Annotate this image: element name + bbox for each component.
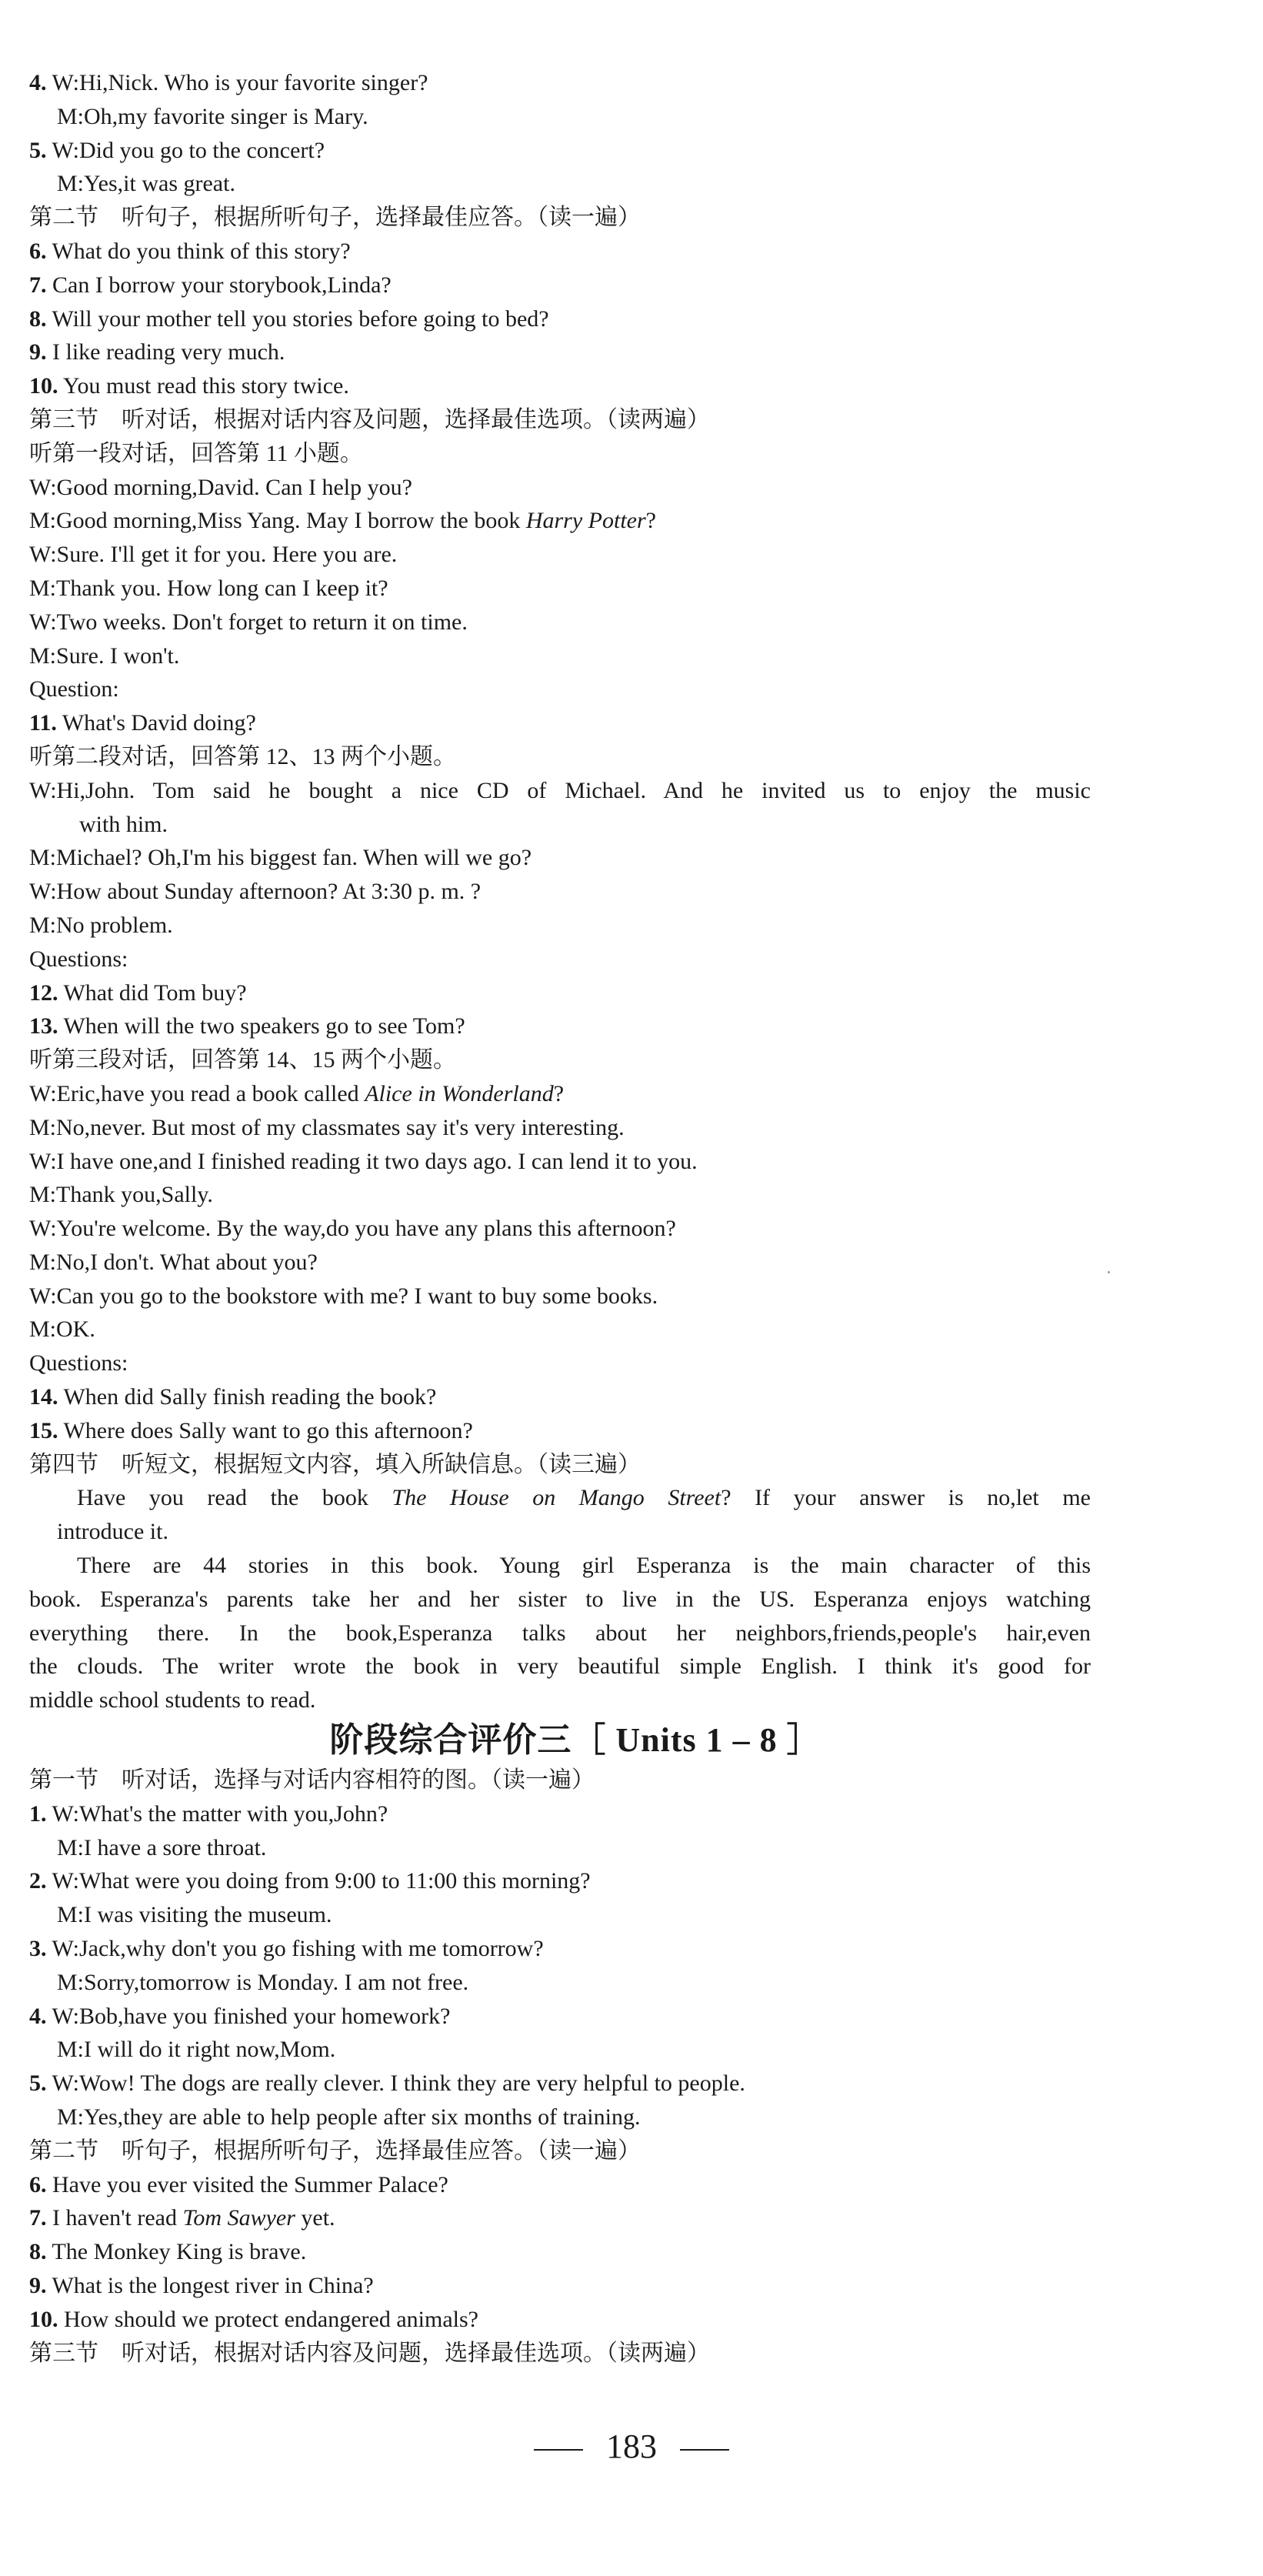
text-line — [29, 1111, 1091, 1145]
line-text: Have you read the book — [77, 1485, 392, 1511]
item-number: 5. — [29, 137, 47, 163]
line-text: M:I was visiting the museum. — [57, 1902, 332, 1928]
text-line — [29, 2201, 1091, 2235]
text-line — [29, 2168, 1091, 2202]
line-text: W:Eric,have you read a book called — [29, 1080, 365, 1106]
text-line — [29, 437, 1091, 471]
line-text: introduce it. — [57, 1519, 168, 1545]
line-text: W:What's the matter with you,John? — [46, 1800, 388, 1827]
text-line — [29, 100, 1091, 134]
line-text: W:Hi,Nick. Who is your favorite singer? — [46, 70, 428, 95]
text-line — [29, 909, 1091, 943]
item-number: 14. — [29, 1384, 58, 1410]
text-line — [29, 302, 1091, 336]
line-text: When will the two speakers go to see Tom? — [58, 1013, 465, 1039]
item-number: 4. — [29, 70, 47, 95]
text-line — [29, 1346, 1091, 1380]
line-text: I haven't read — [46, 2205, 183, 2231]
line-text: M:Michael? Oh,I'm his biggest fan. When will we go? — [29, 845, 532, 871]
item-number: 8. — [29, 305, 47, 332]
text-line — [29, 1650, 1091, 1683]
text-line — [29, 471, 1091, 505]
item-number: 10. — [29, 373, 58, 399]
item-number: 7. — [29, 2205, 47, 2231]
line-text: M:Yes,it was great. — [57, 171, 235, 197]
item-number: 7. — [29, 272, 47, 298]
left-dash — [534, 2449, 583, 2451]
right-dash — [680, 2449, 729, 2451]
line-text: 第一节 听对话，选择与对话内容相符的图。（读一遍） — [29, 1767, 595, 1794]
line-text: M:Sure. I won't. — [29, 642, 180, 669]
text-line — [29, 1864, 1091, 1898]
line-text-after: ? — [645, 508, 656, 534]
line-text: W:Hi,John. Tom said he bought a nice CD of Michael. And he invited us to enjoy the music — [29, 777, 1091, 803]
text-line — [29, 1763, 1091, 1797]
text-line — [29, 2000, 1091, 2034]
text-line — [29, 572, 1091, 606]
line-text: W:Sure. I'll get it for you. Here you are. — [29, 542, 398, 568]
italic-title: Harry Potter — [525, 508, 646, 534]
line-text: Can I borrow your storybook,Linda? — [46, 272, 392, 298]
section-title — [29, 1717, 1091, 1763]
text-line — [29, 976, 1091, 1010]
line-text: M:Thank you. How long can I keep it? — [29, 575, 388, 601]
text-line — [29, 2269, 1091, 2303]
line-text: W:I have one,and I finished reading it two days ago. I can lend it to you. — [29, 1148, 698, 1174]
text-line — [29, 167, 1091, 201]
text-line — [29, 1898, 1091, 1932]
page-number-footer — [0, 2428, 1263, 2466]
line-text: What did Tom buy? — [58, 979, 247, 1006]
line-text: with him. — [79, 811, 168, 837]
text-line — [29, 1043, 1091, 1077]
italic-title: Tom Sawyer — [182, 2205, 295, 2231]
line-text: 第二节 听句子，根据所听句子，选择最佳应答。（读一遍） — [29, 205, 641, 231]
italic-title: The House on Mango Street — [392, 1485, 721, 1511]
item-number: 8. — [29, 2239, 47, 2265]
text-line — [29, 403, 1091, 437]
item-number: 13. — [29, 1013, 58, 1039]
line-text: M:No,never. But most of my classmates say it's very interesting. — [29, 1114, 625, 1140]
line-text-after: yet. — [295, 2205, 335, 2231]
line-text: everything there. In the book,Esperanza talks about her neighbors,friends,people's hair,even — [29, 1620, 1091, 1646]
line-text: The Monkey King is brave. — [46, 2239, 307, 2265]
text-line — [29, 1481, 1091, 1515]
stray-mark — [1108, 1271, 1110, 1273]
text-line — [29, 2067, 1091, 2101]
line-text: M:I have a sore throat. — [57, 1834, 267, 1860]
text-line — [29, 1448, 1091, 1482]
line-text: 听第二段对话，回答第 12、13 两个小题。 — [29, 743, 456, 769]
line-text: W:Two weeks. Don't forget to return it on time. — [29, 609, 468, 635]
line-text: M:Good morning,Miss Yang. May I borrow the book — [29, 508, 526, 534]
line-text: W:Bob,have you finished your homework? — [46, 2003, 451, 2029]
item-number: 3. — [29, 1936, 47, 1962]
line-text: 第三节 听对话，根据对话内容及问题，选择最佳选项。（读两遍） — [29, 406, 710, 432]
item-number: 5. — [29, 2070, 47, 2097]
text-line — [29, 1280, 1091, 1313]
text-line — [29, 2134, 1091, 2168]
line-text: 听第一段对话，回答第 11 小题。 — [29, 440, 363, 466]
text-line — [29, 66, 1091, 100]
line-text: 听第三段对话，回答第 14、15 两个小题。 — [29, 1047, 456, 1073]
text-line — [29, 134, 1091, 168]
text-line — [29, 808, 1091, 842]
text-line — [29, 235, 1091, 269]
text-line — [29, 269, 1091, 302]
line-text: Will your mother tell you stories before going to bed? — [46, 305, 549, 332]
item-number: 6. — [29, 2171, 47, 2197]
item-number: 9. — [29, 339, 47, 365]
line-text: W:How about Sunday afternoon? At 3:30 p. m. ? — [29, 879, 482, 905]
item-number: 6. — [29, 238, 47, 264]
text-line — [29, 1145, 1091, 1179]
line-text: W:Wow! The dogs are really clever. I think they are very helpful to people. — [46, 2070, 745, 2097]
line-text: What do you think of this story? — [46, 238, 351, 264]
line-text: I like reading very much. — [46, 339, 285, 365]
line-text-after: ? — [553, 1080, 565, 1106]
text-line — [29, 201, 1091, 235]
line-text: M:OK. — [29, 1316, 95, 1343]
line-text: When did Sally finish reading the book? — [58, 1384, 437, 1410]
text-line — [29, 1797, 1091, 1831]
text-line — [29, 1178, 1091, 1212]
text-line — [29, 672, 1091, 706]
line-text: Where does Sally want to go this afternoon? — [58, 1417, 473, 1443]
text-line — [29, 2033, 1091, 2067]
line-text: Questions: — [29, 1350, 128, 1376]
line-text: M:No,I don't. What about you? — [29, 1249, 318, 1275]
item-number: 9. — [29, 2273, 47, 2298]
section-title-text: 阶段综合评价三［ Units 1 – 8 ］ — [329, 1721, 821, 1760]
text-line — [29, 943, 1091, 976]
text-line — [29, 335, 1091, 369]
line-text: 第四节 听短文，根据短文内容，填入所缺信息。（读三遍） — [29, 1451, 641, 1477]
item-number: 1. — [29, 1800, 47, 1827]
text-line — [29, 1549, 1091, 1583]
line-text: W:Can you go to the bookstore with me? I want to buy some books. — [29, 1283, 658, 1309]
line-text: W:What were you doing from 9:00 to 11:00 this morning? — [46, 1868, 591, 1894]
text-line — [29, 774, 1091, 808]
line-text: What's David doing? — [56, 710, 256, 736]
text-line — [29, 2337, 1091, 2371]
text-line — [29, 1414, 1091, 1448]
item-number: 11. — [29, 710, 57, 736]
text-line — [29, 1583, 1091, 1617]
line-text: M:I will do it right now,Mom. — [57, 2037, 336, 2063]
line-text: Question: — [29, 676, 119, 702]
item-number: 15. — [29, 1417, 58, 1443]
line-text: book. Esperanza's parents take her and her sister to live in the US. Esperanza enjoys watching — [29, 1586, 1091, 1612]
line-text-after: ? If your answer is no,let me — [721, 1485, 1091, 1511]
text-line — [29, 1009, 1091, 1043]
line-text: W:Good morning,David. Can I help you? — [29, 474, 412, 500]
line-text: 第二节 听句子，根据所听句子，选择最佳应答。（读一遍） — [29, 2137, 641, 2164]
line-text: middle school students to read. — [29, 1687, 316, 1713]
page-number: 183 — [606, 2428, 657, 2465]
line-text: There are 44 stories in this book. Young girl Esperanza is the main character of this — [77, 1553, 1091, 1579]
text-line — [29, 504, 1091, 538]
text-line — [29, 1617, 1091, 1650]
text-line — [29, 1932, 1091, 1966]
text-line — [29, 1077, 1091, 1111]
line-text: What is the longest river in China? — [46, 2273, 374, 2298]
text-line — [29, 1683, 1091, 1717]
line-text: Questions: — [29, 946, 128, 972]
text-line — [29, 639, 1091, 673]
line-text: M:Oh,my favorite singer is Mary. — [57, 103, 368, 129]
text-line — [29, 1515, 1091, 1549]
line-text: W:Jack,why don't you go fishing with me tomorrow? — [46, 1936, 544, 1962]
text-line — [29, 1313, 1091, 1346]
text-line — [29, 740, 1091, 774]
text-line — [29, 1966, 1091, 2000]
document-body — [29, 66, 1091, 2370]
line-text: M:Thank you,Sally. — [29, 1182, 213, 1208]
line-text: W:You're welcome. By the way,do you have any plans this afternoon? — [29, 1216, 676, 1242]
line-text: M:Sorry,tomorrow is Monday. I am not free. — [57, 1969, 469, 1995]
text-line — [29, 369, 1091, 403]
line-text: M:No problem. — [29, 912, 173, 938]
line-text: the clouds. The writer wrote the book in very beautiful simple English. I think it's good for — [29, 1653, 1091, 1680]
line-text: Have you ever visited the Summer Palace? — [46, 2171, 448, 2197]
text-line — [29, 706, 1091, 740]
item-number: 4. — [29, 2003, 47, 2029]
text-line — [29, 2303, 1091, 2337]
text-line — [29, 2235, 1091, 2269]
line-text: 第三节 听对话，根据对话内容及问题，选择最佳选项。（读两遍） — [29, 2340, 710, 2366]
text-line — [29, 1380, 1091, 1414]
text-line — [29, 2101, 1091, 2134]
item-number: 10. — [29, 2306, 58, 2332]
item-number: 12. — [29, 979, 58, 1006]
text-line — [29, 875, 1091, 909]
italic-title: Alice in Wonderland — [365, 1080, 554, 1106]
text-line — [29, 538, 1091, 572]
item-number: 2. — [29, 1868, 47, 1894]
text-line — [29, 841, 1091, 875]
line-text: W:Did you go to the concert? — [46, 137, 325, 163]
text-line — [29, 1212, 1091, 1246]
text-line — [29, 1831, 1091, 1865]
line-text: M:Yes,they are able to help people after six months of training. — [57, 2104, 641, 2131]
text-line — [29, 606, 1091, 639]
line-text: You must read this story twice. — [58, 373, 349, 399]
text-line — [29, 1246, 1091, 1280]
line-text: How should we protect endangered animals? — [58, 2306, 478, 2332]
